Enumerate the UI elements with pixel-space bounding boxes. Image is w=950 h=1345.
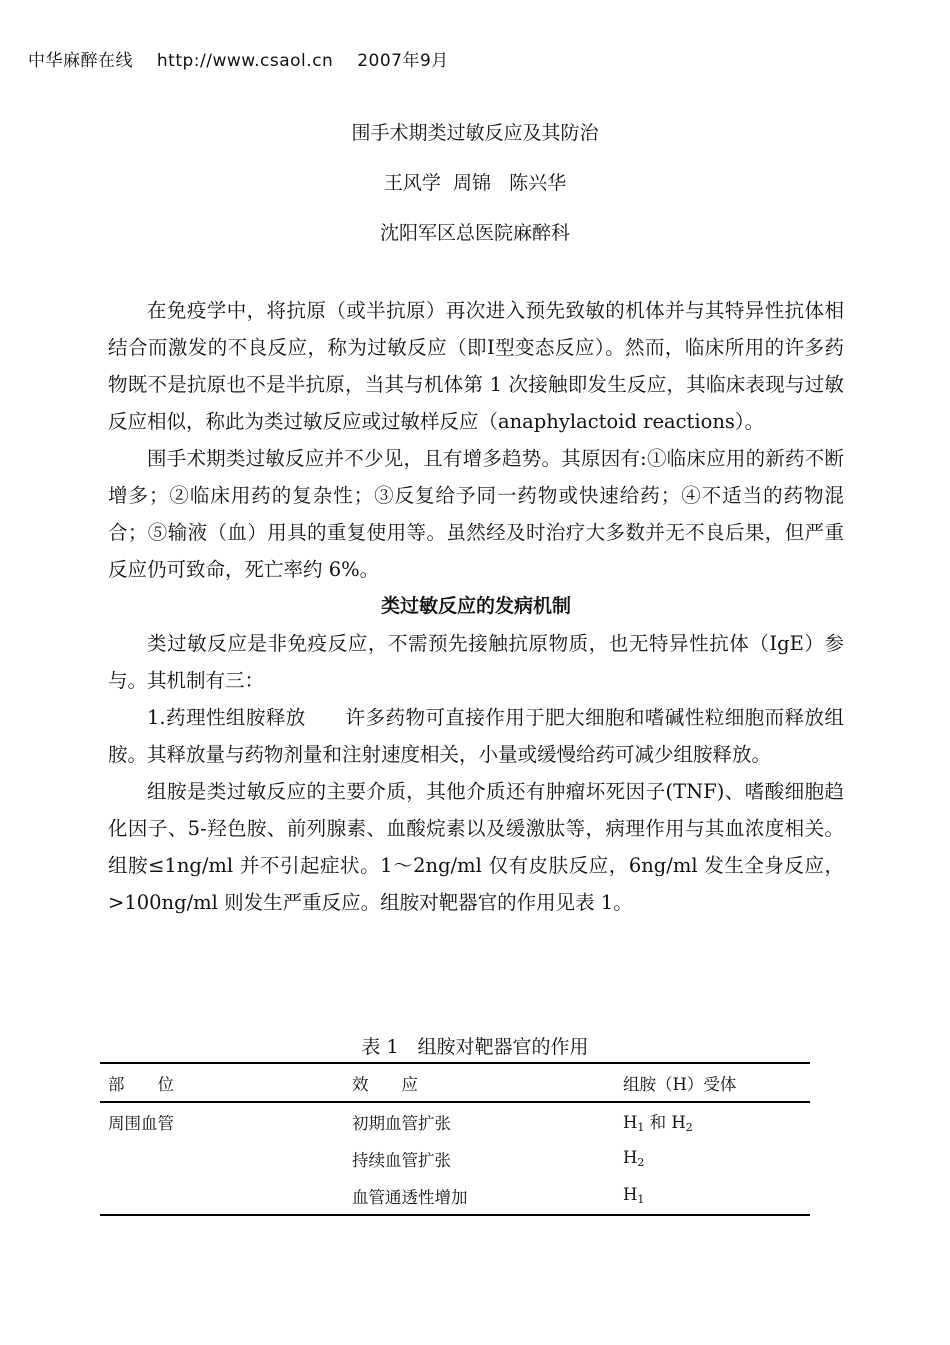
article-title: 围手术期类过敏反应及其防治 xyxy=(351,122,599,144)
cell-effect: 持续血管扩张 xyxy=(352,1150,451,1170)
page-header xyxy=(28,46,467,71)
article-affiliation: 沈阳军区总医院麻醉科 xyxy=(379,222,570,244)
table-row xyxy=(100,1140,810,1177)
paragraph-histamine-release: 1.药理性组胺释放 许多药物可直接作用于肥大细胞和嗜碱性粒细胞而释放组胺。其释放量与药物剂量和注射速度相关，小量或缓慢给药可减少组胺释放。 xyxy=(108,706,844,766)
paragraph-causes: 围手术期类过敏反应并不少见，且有增多趋势。其原因有:①临床应用的新药不断增多；②临床用药的复杂性；③反复给予同一药物或快速给药；④不适当的药物混合；⑤输液（血）用具的重复使用等。虽然经及时治疗大多数并无不良后果，但严重反应仍可致命，死亡率约 6%。 xyxy=(108,447,844,581)
table-caption: 表 1 组胺对靶器官的作用 xyxy=(361,1036,589,1058)
histamine-table xyxy=(100,1062,810,1216)
paragraph-intro: 在免疫学中，将抗原（或半抗原）再次进入预先致敏的机体并与其特异性抗体相结合而激发的不良反应，称为过敏反应（即Ⅰ型变态反应）。然而，临床所用的许多药物既不是抗原也不是半抗原，当其与机体第 1 次接触即发生反应，其临床表现与过敏反应相似，称此为类过敏反应或过敏样反应（anaphylactoid reactions）。 xyxy=(108,299,844,433)
table-header-row xyxy=(100,1063,810,1102)
site-url[interactable]: http://www.csaol.cn xyxy=(156,51,334,71)
cell-receptor: $H_2$ xyxy=(623,1148,645,1169)
article-authors: 王风学 周锦 陈兴华 xyxy=(383,172,567,194)
cell-receptor: $H_1$ xyxy=(623,1185,645,1206)
cell-effect: 血管通透性增加 xyxy=(352,1187,468,1207)
col-header-site: 部 位 xyxy=(108,1074,174,1094)
paragraph-mediators: 组胺是类过敏反应的主要介质，其他介质还有肿瘤坏死因子(TNF)、嗜酸细胞趋化因子、5-羟色胺、前列腺素、血酸烷素以及缓激肽等，病理作用与其血浓度相关。组胺≤1ng/ml 并不引起症状。1～2ng/ml 仅有皮肤反应，6ng/ml 发生全身反应，>100ng/ml 则发生严重反应。组胺对靶器官的作用见表 1。 xyxy=(108,780,844,914)
cell-effect: 初期血管扩张 xyxy=(352,1113,451,1133)
cell-site xyxy=(100,1177,344,1215)
col-header-receptor: 组胺（H）受体 xyxy=(623,1074,737,1094)
article-body xyxy=(108,292,844,921)
cell-site: 周围血管 xyxy=(108,1113,174,1133)
site-name: 中华麻醉在线 xyxy=(28,51,133,71)
col-header-effect: 效 应 xyxy=(352,1074,418,1094)
cell-site xyxy=(100,1140,344,1177)
cell-receptor: $H_1$ 和 $H_2$ xyxy=(623,1113,693,1134)
table-row xyxy=(100,1177,810,1215)
issue-date: 2007年9月 xyxy=(357,51,449,71)
table-row xyxy=(100,1102,810,1140)
paragraph-mechanism: 类过敏反应是非免疫反应，不需预先接触抗原物质，也无特异性抗体（IgE）参与。其机制有三： xyxy=(108,632,844,692)
section-heading: 类过敏反应的发病机制 xyxy=(380,595,571,617)
